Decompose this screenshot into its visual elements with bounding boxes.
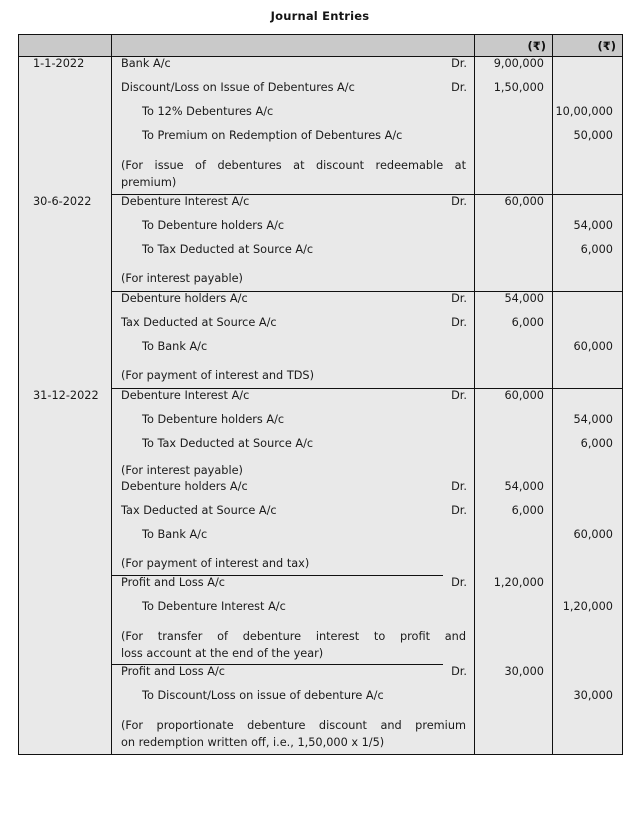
entry-debit-cell <box>475 480 553 576</box>
debit-amount: 9,00,000 <box>493 57 544 70</box>
account-name: To Tax Deducted at Source A/c <box>142 243 314 256</box>
debit-amount: 60,000 <box>504 195 544 208</box>
entry-credit-cell <box>553 665 623 755</box>
entry-narration <box>112 461 474 480</box>
entry-date <box>26 576 111 600</box>
entry-date-cell <box>19 480 112 576</box>
narration-line-2: on redemption written off, i.e., 1,50,000 x 1/5) <box>121 736 385 749</box>
account-name: Tax Deducted at Source A/c <box>121 316 277 329</box>
debit-amount <box>475 413 552 437</box>
credit-amount <box>553 292 622 316</box>
credit-amount: 30,000 <box>573 689 613 702</box>
account-name: Discount/Loss on Issue of Debentures A/c <box>121 81 355 94</box>
narration-line-1: (For transfer of debenture interest to profit and <box>121 630 466 643</box>
credit-amount: 50,000 <box>573 129 613 142</box>
dr-marker: Dr. <box>451 316 467 329</box>
narration-line-1: (For issue of debentures at discount redeemable at <box>121 159 466 172</box>
entry-narration <box>112 267 474 291</box>
entry-line <box>112 219 474 243</box>
credit-amount: 6,000 <box>580 437 613 450</box>
account-name: Profit and Loss A/c <box>121 665 226 678</box>
entry-line <box>112 195 474 219</box>
account-name: Debenture holders A/c <box>121 480 248 493</box>
account-name: Tax Deducted at Source A/c <box>121 504 277 517</box>
journal-table-wrapper <box>18 34 622 755</box>
entry-line <box>112 105 474 129</box>
credit-amount <box>553 665 622 689</box>
narration-line-2: premium) <box>121 176 177 189</box>
entry-line <box>112 340 474 364</box>
debit-amount: 54,000 <box>504 292 544 305</box>
entry-line <box>112 437 474 461</box>
entry-narration <box>112 552 474 576</box>
narration-line-1: (For interest payable) <box>121 464 243 477</box>
entry-line <box>112 600 474 624</box>
credit-amount: 1,20,000 <box>562 600 613 613</box>
debit-amount <box>475 437 552 461</box>
entry-particulars-cell <box>112 665 475 755</box>
journal-entry-row <box>19 292 623 389</box>
entry-line <box>112 292 474 316</box>
entry-narration <box>112 153 474 194</box>
entry-date-cell <box>19 57 112 195</box>
credit-amount <box>553 504 622 528</box>
debit-amount: 6,000 <box>511 504 544 517</box>
page-title: Journal Entries <box>270 9 370 23</box>
credit-amount <box>553 576 622 600</box>
debit-amount: 6,000 <box>511 316 544 329</box>
entry-particulars-cell <box>112 57 475 195</box>
entry-narration <box>112 364 474 388</box>
entry-line <box>112 243 474 267</box>
dr-marker: Dr. <box>451 480 467 493</box>
credit-amount <box>553 389 622 413</box>
entry-particulars-cell <box>112 389 475 481</box>
account-name: Debenture Interest A/c <box>121 389 250 402</box>
entry-credit-cell <box>553 576 623 665</box>
account-name: To Tax Deducted at Source A/c <box>142 437 314 450</box>
table-header-row <box>19 35 623 57</box>
dr-marker: Dr. <box>451 576 467 589</box>
header-debit-amount: (₹) <box>475 35 553 57</box>
debit-amount <box>475 340 552 364</box>
entry-credit-cell <box>553 480 623 576</box>
table-header <box>19 35 623 57</box>
credit-amount: 54,000 <box>573 219 613 232</box>
account-name: To Debenture holders A/c <box>142 219 285 232</box>
narration-line-1: (For payment of interest and TDS) <box>121 369 314 382</box>
entry-debit-cell <box>475 195 553 292</box>
entry-date <box>26 665 111 689</box>
account-name: Bank A/c <box>121 57 171 70</box>
dr-marker: Dr. <box>451 389 467 402</box>
dr-marker: Dr. <box>451 195 467 208</box>
debit-amount <box>475 243 552 267</box>
journal-entry-row <box>19 665 623 755</box>
entry-line <box>112 389 474 413</box>
entry-date-cell <box>19 665 112 755</box>
account-name: To Debenture Interest A/c <box>142 600 286 613</box>
table-body <box>19 57 623 755</box>
entry-debit-cell <box>475 57 553 195</box>
debit-amount <box>475 528 552 552</box>
entry-debit-cell <box>475 292 553 389</box>
entry-line <box>112 316 474 340</box>
entry-date: 31-12-2022 <box>33 388 99 402</box>
account-name: To Bank A/c <box>142 528 208 541</box>
entry-date: 1-1-2022 <box>33 57 85 70</box>
debit-amount <box>475 105 552 129</box>
credit-amount <box>553 195 622 219</box>
debit-amount <box>475 219 552 243</box>
credit-amount <box>553 480 622 504</box>
debit-amount: 54,000 <box>504 480 544 493</box>
entry-line <box>112 528 474 552</box>
credit-amount: 10,00,000 <box>555 105 613 118</box>
journal-entry-row <box>19 57 623 195</box>
account-name: To 12% Debentures A/c <box>142 105 274 118</box>
entry-line <box>112 413 474 437</box>
entry-line <box>112 504 474 528</box>
entry-particulars-cell <box>112 480 475 576</box>
dr-marker: Dr. <box>451 57 467 70</box>
header-particulars <box>112 35 475 57</box>
debit-amount: 1,20,000 <box>493 576 544 589</box>
narration-line-1: (For payment of interest and tax) <box>121 557 310 570</box>
entry-date-cell <box>19 195 112 292</box>
debit-amount: 60,000 <box>504 389 544 402</box>
narration-line-2: loss account at the end of the year) <box>121 647 324 660</box>
debit-amount <box>475 689 552 713</box>
dr-marker: Dr. <box>451 81 467 94</box>
entry-date <box>26 480 111 504</box>
header-credit-amount: (₹) <box>553 35 623 57</box>
entry-date: 30-6-2022 <box>33 194 92 208</box>
entry-line <box>112 129 474 153</box>
account-name: Debenture holders A/c <box>121 292 248 305</box>
entry-line <box>112 689 474 713</box>
dr-marker: Dr. <box>451 292 467 305</box>
entry-particulars-cell <box>112 576 475 665</box>
debit-amount <box>475 129 552 153</box>
entry-date-cell <box>19 292 112 389</box>
credit-amount: 54,000 <box>573 413 613 426</box>
credit-amount: 6,000 <box>580 243 613 256</box>
entry-line <box>112 665 474 689</box>
debit-amount <box>475 600 552 624</box>
credit-amount <box>553 57 622 81</box>
narration-line-1: (For interest payable) <box>121 272 243 285</box>
entry-narration <box>112 713 474 754</box>
entry-line <box>112 57 474 81</box>
entry-credit-cell <box>553 57 623 195</box>
journal-entry-row <box>19 480 623 576</box>
journal-entry-row <box>19 389 623 481</box>
entry-narration <box>112 624 474 665</box>
credit-amount: 60,000 <box>573 528 613 541</box>
account-name: To Bank A/c <box>142 340 208 353</box>
entry-line <box>112 480 474 504</box>
debit-amount: 1,50,000 <box>493 81 544 94</box>
entry-date-cell <box>19 576 112 665</box>
entry-date <box>26 292 111 316</box>
dr-marker: Dr. <box>451 504 467 517</box>
account-name: To Debenture holders A/c <box>142 413 285 426</box>
entry-debit-cell <box>475 576 553 665</box>
account-name: To Premium on Redemption of Debentures A/c <box>142 129 403 142</box>
entry-date-cell <box>19 389 112 481</box>
account-name: Debenture Interest A/c <box>121 195 250 208</box>
entry-line <box>112 576 474 600</box>
entry-debit-cell <box>475 389 553 481</box>
entry-credit-cell <box>553 292 623 389</box>
credit-amount: 60,000 <box>573 340 613 353</box>
debit-amount: 30,000 <box>504 665 544 678</box>
header-date <box>19 35 112 57</box>
account-name: Profit and Loss A/c <box>121 576 226 589</box>
journal-entry-row <box>19 576 623 665</box>
credit-amount <box>553 81 622 105</box>
entry-credit-cell <box>553 389 623 481</box>
journal-entry-row <box>19 195 623 292</box>
entry-credit-cell <box>553 195 623 292</box>
dr-marker: Dr. <box>451 665 467 678</box>
entry-particulars-cell <box>112 195 475 292</box>
journal-entries-table <box>18 34 623 755</box>
credit-amount <box>553 316 622 340</box>
account-name: To Discount/Loss on issue of debenture A/c <box>142 689 384 702</box>
entry-debit-cell <box>475 665 553 755</box>
entry-line <box>112 81 474 105</box>
narration-line-1: (For proportionate debenture discount and premium <box>121 719 466 732</box>
entry-particulars-cell <box>112 292 475 389</box>
